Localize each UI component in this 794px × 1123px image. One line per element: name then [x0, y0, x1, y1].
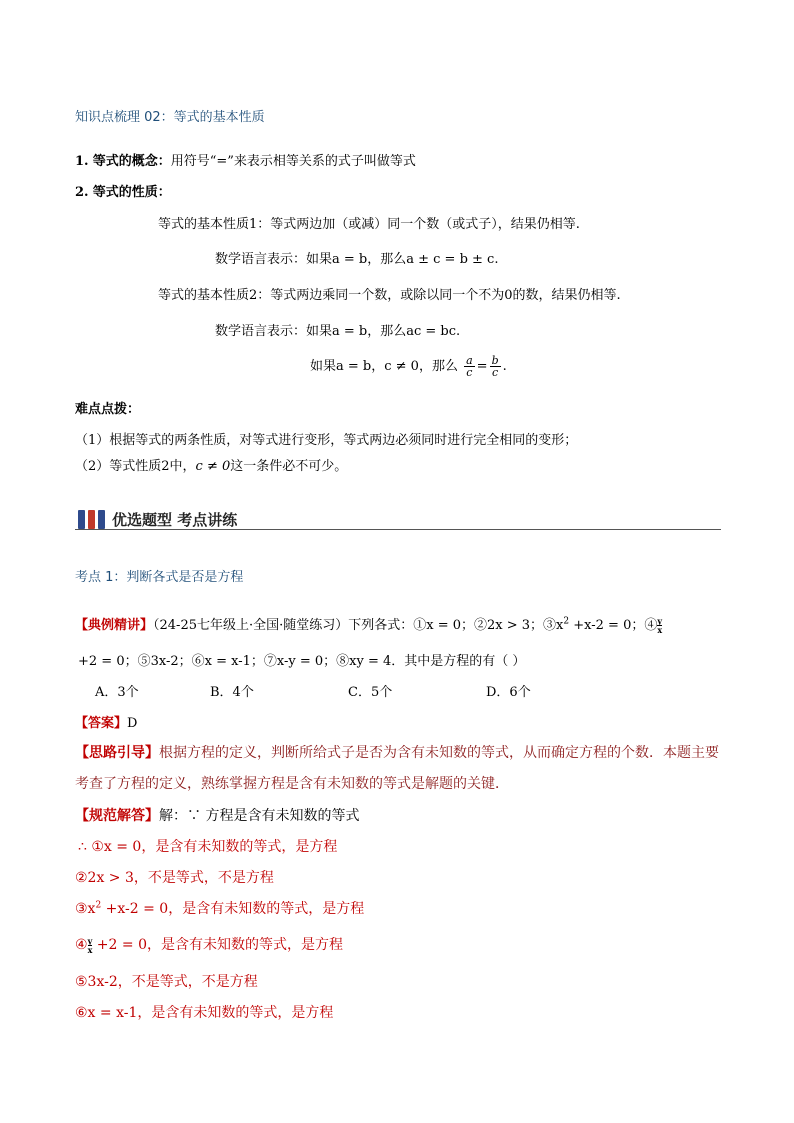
property-1: 等式的基本性质1：等式两边加（或减）同一个数（或式子），结果仍相等.: [158, 217, 580, 232]
fraction-b-over-c: [490, 355, 501, 378]
property-2-math: 数学语言表示：如果a = b，那么ac = bc.: [215, 324, 461, 339]
solution-intro-text: 解：∵ 方程是含有未知数的等式: [159, 808, 360, 824]
properties-number: 2.: [75, 185, 89, 200]
example-line-1: [75, 614, 662, 634]
book-2-icon: [88, 510, 95, 529]
property-1-math: 数学语言表示：如果a = b，那么a ± c = b ± c.: [215, 252, 499, 267]
difficulty-line-1: （1）根据等式的两条性质，对等式进行变形，等式两边必须同时进行完全相同的变形；: [75, 433, 578, 448]
option-d: D．6个: [486, 685, 531, 700]
concept-text: 用符号“=”来表示相等关系的式子叫做等式: [170, 154, 416, 169]
solution-step-6: ⑥x = x-1，是含有未知数的等式，是方程: [75, 1005, 334, 1021]
concept-line: [75, 150, 416, 169]
fraction-denominator: x: [657, 625, 663, 635]
answer-value: D: [127, 716, 138, 731]
section-title: 知识点梳理 02：等式的基本性质: [75, 110, 265, 125]
option-b: B．4个: [210, 685, 254, 700]
period: .: [502, 359, 507, 374]
banner-divider: [75, 529, 721, 530]
property-3-prefix: 如果a = b，c ≠ 0，那么: [310, 359, 458, 374]
solution-tag: 【规范解答】: [75, 808, 159, 824]
solution-step-2: ②2x > 3，不是等式，不是方程: [75, 870, 274, 886]
book-3-icon: [98, 510, 105, 529]
equals-sign: =: [476, 359, 488, 374]
fraction-numerator: y: [87, 935, 93, 946]
solution-intro: [75, 805, 359, 825]
fraction-numerator: a: [466, 354, 473, 367]
solution-step-4-b: +2 = 0，是含有未知数的等式，是方程: [92, 937, 343, 953]
option-c: C．5个: [348, 685, 393, 700]
answer-tag: 【答案】: [75, 716, 128, 731]
difficulty-line-2-math: c ≠ 0: [195, 459, 231, 474]
answer-line: [75, 712, 137, 731]
solution-step-4: [75, 934, 343, 954]
concept-number: 1.: [75, 154, 89, 169]
properties-label: 等式的性质：: [92, 185, 171, 200]
example-line-2: +2 = 0；⑤3x-2；⑥x = x-1；⑦x-y = 0；⑧xy = 4．其中是方程的有（ ）: [78, 654, 526, 669]
concept-label: 等式的概念：: [92, 154, 171, 169]
fraction-denominator: x: [87, 944, 93, 955]
solution-step-3-a: ③x: [75, 901, 96, 917]
solution-step-1: ∴ ①x = 0，是含有未知数的等式，是方程: [78, 839, 338, 855]
solution-step-4-a: ④: [75, 937, 88, 953]
kaodian-title: 考点 1：判断各式是否是方程: [75, 570, 244, 585]
difficulty-line-2-prefix: （2）等式性质2中，: [75, 459, 196, 474]
fraction-numerator: b: [491, 354, 499, 367]
difficulty-line-2: [75, 455, 347, 474]
example-fraction: [657, 617, 662, 634]
hint-tag: 【思路引导】: [75, 745, 159, 761]
property-3-math: [310, 355, 507, 378]
example-sup: 2: [563, 616, 570, 627]
difficulty-line-2-suffix: 这一条件必不可少。: [230, 459, 348, 474]
example-line-1-b: +x-2 = 0；④: [569, 618, 658, 633]
example-line-1-text: （24-25七年级上·全国·随堂练习）下列各式：①x = 0；②2x > 3；③x: [153, 618, 564, 633]
solution-step-3: [75, 898, 364, 918]
difficulty-title: 难点点拨：: [75, 402, 141, 417]
banner-title: 优选题型 考点讲练: [112, 511, 238, 529]
hint-line-2: 考查了方程的定义，熟练掌握方程是含有未知数的等式是解题的关键．: [75, 776, 509, 792]
fraction-denominator: c: [492, 366, 499, 379]
properties-heading: [75, 181, 171, 200]
solution-step-3-sup: 2: [95, 900, 102, 911]
example-tag: 【典例精讲】: [75, 618, 154, 633]
hint-text-1: 根据方程的定义，判断所给式子是否为含有未知数的等式，从而确定方程的个数．本题主要: [159, 745, 719, 761]
fraction-numerator: y: [657, 616, 663, 626]
hint-line-1: [75, 742, 719, 762]
solution-step-5: ⑤3x-2，不是等式，不是方程: [75, 974, 258, 990]
fraction-a-over-c: [464, 355, 475, 378]
fraction-denominator: c: [466, 366, 473, 379]
property-2: 等式的基本性质2：等式两边乘同一个数，或除以同一个不为0的数，结果仍相等.: [158, 288, 621, 303]
option-a: A．3个: [95, 685, 139, 700]
book-1-icon: [78, 510, 85, 529]
solution-step-3-b: +x-2 = 0，是含有未知数的等式，是方程: [101, 901, 365, 917]
